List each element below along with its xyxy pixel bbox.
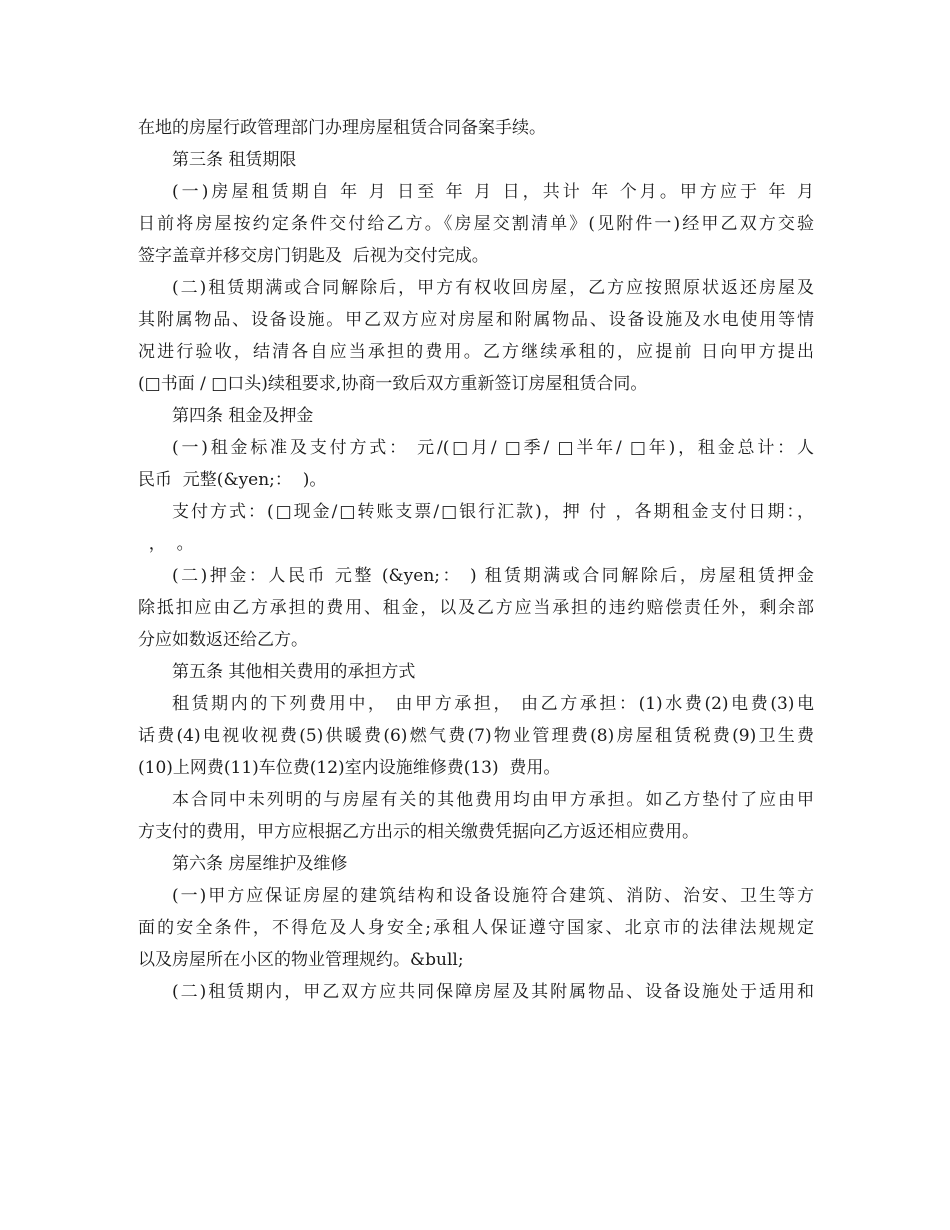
section-heading: 第四条 租金及押金 xyxy=(172,406,314,426)
section-heading: 第五条 其他相关费用的承担方式 xyxy=(172,662,416,682)
text-line: (二)押金：人民币 元整 (&yen;： ) 租赁期满或合同解除后，房屋租赁押金 xyxy=(172,566,814,586)
text-line: 租赁期内的下列费用中， 由甲方承担， 由乙方承担：(1)水费(2)电费(3)电 xyxy=(172,694,814,714)
text-line: 其附属物品、设备设施。甲乙双方应对房屋和附属物品、设备设施及水电使用等情 xyxy=(138,310,814,330)
text-line: 日前将房屋按约定条件交付给乙方。《房屋交割清单》(见附件一)经甲乙双方交验 xyxy=(138,214,814,234)
text-line: 除抵扣应由乙方承担的费用、租金，以及乙方应当承担的违约赔偿责任外，剩余部 xyxy=(138,598,814,618)
text-line: 本合同中未列明的与房屋有关的其他费用均由甲方承担。如乙方垫付了应由甲 xyxy=(172,790,814,810)
section-heading: 第三条 租赁期限 xyxy=(172,150,297,170)
text-line: 况进行验收，结清各自应当承担的费用。乙方继续承租的，应提前 日向甲方提出 xyxy=(138,342,814,362)
text-line: (一)房屋租赁期自 年 月 日至 年 月 日，共计 年 个月。甲方应于 年 月 xyxy=(172,182,814,202)
text-line: (10)上网费(11)车位费(12)室内设施维修费(13) 费用。 xyxy=(138,758,561,778)
text-line: 分应如数返还给乙方。 xyxy=(138,630,308,650)
text-line: 方支付的费用，甲方应根据乙方出示的相关缴费凭据向乙方返还相应费用。 xyxy=(138,822,699,842)
section-heading: 第六条 房屋维护及维修 xyxy=(172,854,348,874)
text-line: 话费(4)电视收视费(5)供暖费(6)燃气费(7)物业管理费(8)房屋租赁税费(9)卫生费 xyxy=(138,726,814,746)
text-line: 以及房屋所在小区的物业管理规约。&bull; xyxy=(138,950,464,970)
text-line: (一)甲方应保证房屋的建筑结构和设备设施符合建筑、消防、治安、卫生等方 xyxy=(172,886,814,906)
text-line: 支付方式：(□现金/□转账支票/□银行汇款)，押 付 ，各期租金支付日期：， xyxy=(172,502,814,522)
text-line: 民币 元整(&yen;： )。 xyxy=(138,470,327,490)
text-line: (□书面 / □口头)续租要求,协商一致后双方重新签订房屋租赁合同。 xyxy=(138,374,648,394)
text-line: ， 。 xyxy=(138,534,194,554)
text-line: (二)租赁期满或合同解除后，甲方有权收回房屋，乙方应按照原状返还房屋及 xyxy=(172,278,814,298)
text-line: (二)租赁期内，甲乙双方应共同保障房屋及其附属物品、设备设施处于适用和 xyxy=(172,982,814,1002)
text-line: 面的安全条件，不得危及人身安全;承租人保证遵守国家、北京市的法律法规规定 xyxy=(138,918,814,938)
text-line: 签字盖章并移交房门钥匙及 后视为交付完成。 xyxy=(138,246,489,266)
text-line: 在地的房屋行政管理部门办理房屋租赁合同备案手续。 xyxy=(138,118,546,138)
document-page xyxy=(138,112,814,1008)
text-line: (一)租金标准及支付方式： 元/(□月/ □季/ □半年/ □年)，租金总计：人 xyxy=(172,438,814,458)
